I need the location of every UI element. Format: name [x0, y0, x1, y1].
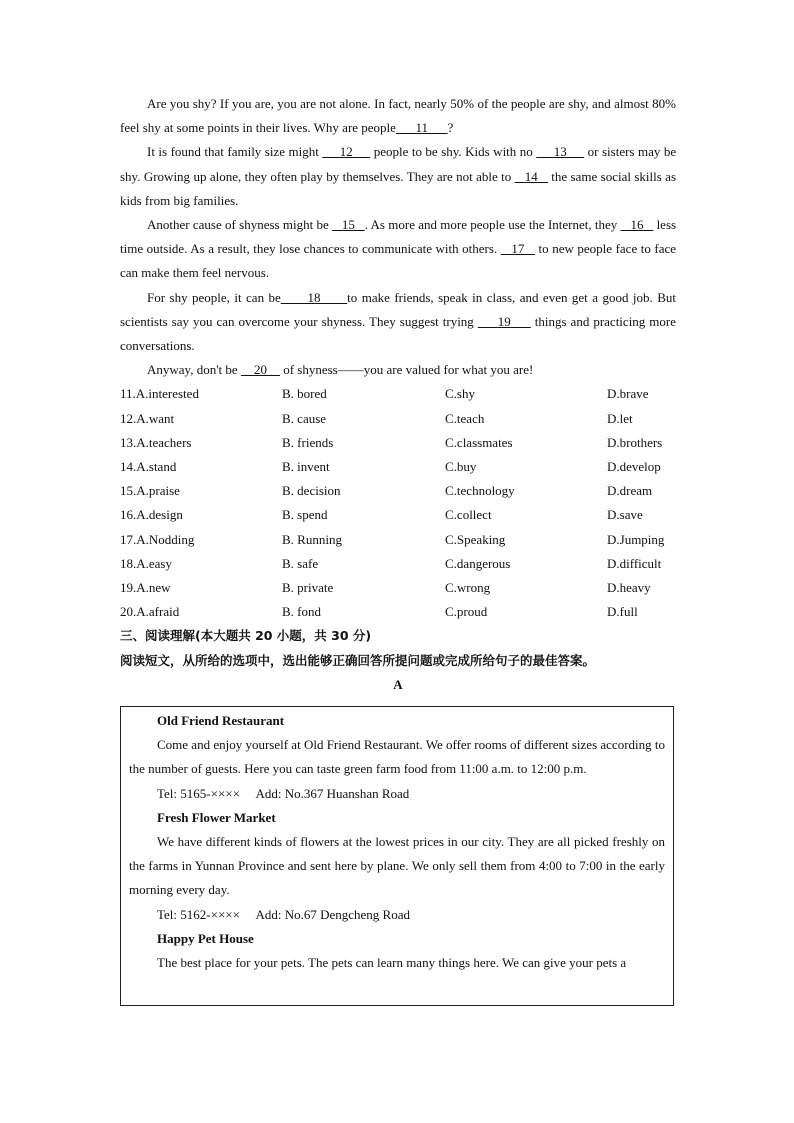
- option-b: B. invent: [282, 459, 330, 474]
- section-instruction: 阅读短文，从所给的选项中，选出能够正确回答所提问题或完成所给句子的最佳答案。: [120, 652, 596, 668]
- text: Another cause of shyness might be: [147, 217, 329, 233]
- option-d: D.save: [607, 507, 643, 523]
- text: For shy people, it can be: [147, 289, 281, 305]
- option-a: 15.A.praise: [120, 483, 180, 499]
- blank-number: 13: [553, 144, 567, 160]
- option-c: C.dangerous: [445, 555, 511, 571]
- blank-15: [332, 217, 365, 232]
- blank-number: 16: [630, 217, 644, 233]
- option-row-13: [120, 431, 676, 455]
- blank-number: 20: [253, 362, 267, 378]
- option-b: B. spend: [282, 507, 328, 523]
- option-d: D.let: [607, 410, 633, 426]
- option-a: 14.A.stand: [120, 459, 177, 474]
- option-d: D.develop: [607, 459, 661, 474]
- option-c: C.technology: [445, 483, 515, 499]
- text: of shyness——you are valued for what you are!: [283, 362, 534, 378]
- section-title: 三、阅读理解(本大题共 20 小题，共 30 分): [120, 628, 372, 644]
- ad-body-pet-house: The best place for your pets. The pets can learn many things here. We can give your pets a: [157, 954, 627, 970]
- option-a: 13.A.teachers: [120, 434, 192, 450]
- paragraph-4: [120, 286, 676, 359]
- text: to make friends, speak in class, and even get a good job. But scientists say you can overcome your shyness. They suggest trying: [120, 289, 676, 329]
- option-c: C.wrong: [445, 579, 491, 595]
- option-row-12: [120, 407, 676, 431]
- paragraph-3: [120, 213, 676, 286]
- option-row-20: [120, 600, 676, 624]
- option-d: D.brave: [607, 386, 649, 402]
- option-b: B. fond: [282, 604, 321, 620]
- blank-14: [515, 169, 548, 184]
- option-c: C.shy: [445, 386, 475, 402]
- ad-title-pet-house: Happy Pet House: [157, 930, 254, 946]
- ad-title-flower-market: Fresh Flower Market: [157, 809, 276, 825]
- text: to new people face to face can make them feel nervous.: [120, 241, 677, 281]
- option-c: C.buy: [445, 459, 477, 474]
- option-a: 19.A.new: [120, 579, 171, 595]
- reading-box: [120, 706, 674, 1006]
- ad-contact-flower-market: Tel: 5162-×××× Add: No.67 Dengcheng Road: [157, 906, 410, 922]
- text: less time outside. As a result, they lose chances to communicate with others.: [120, 217, 677, 257]
- option-d: D.brothers: [607, 434, 663, 450]
- text: . As more and more people use the Internet, they: [364, 217, 618, 233]
- option-row-19: [120, 576, 676, 600]
- option-d: D.heavy: [607, 579, 651, 595]
- option-c: C.Speaking: [445, 531, 506, 547]
- paragraph-2: [120, 140, 676, 213]
- option-b: B. safe: [282, 555, 319, 571]
- blank-16: [621, 217, 654, 232]
- paragraph-5: [120, 358, 676, 382]
- ad-body-restaurant: Come and enjoy yourself at Old Friend Restaurant. We offer rooms of different sizes according to the number of guests. Here you can taste green farm food from 11:00 a.m. to 12:00 p.m.: [129, 737, 665, 777]
- ad-contact-restaurant: Tel: 5165-×××× Add: No.367 Huanshan Road: [157, 785, 410, 801]
- blank-11: [396, 120, 448, 135]
- blank-number: 15: [341, 217, 355, 233]
- option-a: 20.A.afraid: [120, 604, 180, 620]
- blank-number: 18: [307, 289, 321, 305]
- option-b: B. bored: [282, 386, 327, 402]
- text: Are you shy? If you are, you are not alone. In fact, nearly 50% of the people are shy, and almost 80% feel shy at some points in their lives. Why are people: [120, 96, 676, 136]
- option-row-18: [120, 552, 676, 576]
- option-d: D.full: [607, 604, 638, 620]
- blank-number: 14: [524, 168, 538, 184]
- text: Anyway, don't be: [147, 362, 238, 378]
- blank-number: 12: [339, 144, 353, 160]
- text: people to be shy. Kids with no: [373, 144, 533, 160]
- text: ?: [447, 120, 454, 136]
- blank-13: [536, 144, 584, 159]
- option-c: C.teach: [445, 410, 485, 426]
- option-c: C.collect: [445, 507, 492, 523]
- option-a: 11.A.interested: [120, 386, 199, 402]
- ad-body-flower-market: We have different kinds of flowers at the lowest prices in our city. They are all picked freshly on the farms in Yunnan Province and sent here by plane. We only sell them from 4:00 to 7:00 in the early morning every day.: [129, 833, 665, 898]
- option-list: [120, 382, 676, 624]
- option-a: 12.A.want: [120, 410, 175, 426]
- option-c: C.classmates: [445, 434, 513, 450]
- blank-12: [322, 144, 370, 159]
- blank-number: 19: [497, 313, 511, 329]
- text: It is found that family size might: [147, 144, 319, 160]
- blank-20: [241, 362, 280, 377]
- blank-17: [501, 241, 535, 256]
- option-b: B. friends: [282, 434, 334, 450]
- option-row-17: [120, 528, 676, 552]
- option-row-16: [120, 503, 676, 527]
- option-b: B. cause: [282, 410, 327, 426]
- option-c: C.proud: [445, 604, 488, 620]
- option-b: B. decision: [282, 483, 341, 499]
- option-d: D.dream: [607, 483, 653, 499]
- option-row-14: [120, 455, 676, 479]
- option-d: D.difficult: [607, 555, 662, 571]
- paragraph-1: [120, 92, 676, 140]
- blank-18: [281, 290, 347, 305]
- option-row-11: [120, 382, 676, 406]
- blank-19: [478, 314, 531, 329]
- text: the same social skills as kids from big families.: [120, 168, 677, 208]
- ad-title-restaurant: Old Friend Restaurant: [157, 713, 285, 728]
- blank-number: 11: [415, 120, 428, 136]
- option-a: 17.A.Nodding: [120, 531, 195, 547]
- option-b: B. Running: [282, 531, 342, 547]
- option-a: 18.A.easy: [120, 555, 172, 571]
- option-d: D.Jumping: [607, 531, 665, 547]
- text: things and practicing more conversations.: [120, 313, 677, 354]
- cloze-passage: [120, 92, 676, 697]
- text: or sisters may be shy. Growing up alone, they often play by themselves. They are not able to: [120, 144, 677, 184]
- option-row-15: [120, 479, 676, 503]
- part-label: A: [393, 676, 403, 692]
- option-b: B. private: [282, 579, 334, 595]
- blank-number: 17: [511, 241, 525, 257]
- option-a: 16.A.design: [120, 507, 183, 523]
